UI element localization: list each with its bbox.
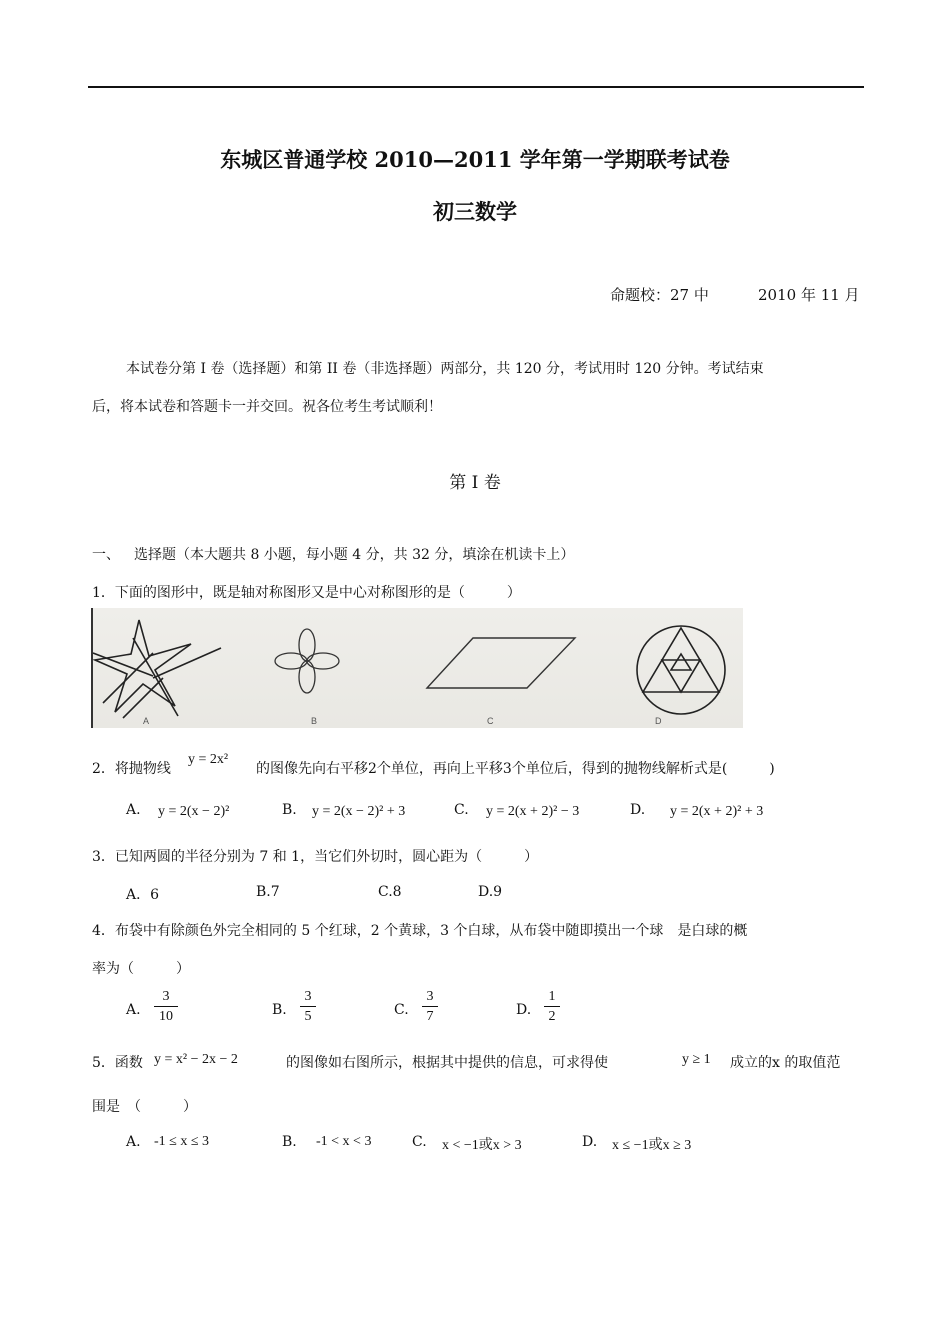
question-3: 3．已知两圆的半径分别为 7 和 1，当它们外切时，圆心距为（ ）: [92, 849, 539, 865]
question-2-prefix: 2．将抛物线: [92, 761, 171, 777]
q2-option-d-value: y = 2(x + 2)² + 3: [670, 804, 764, 819]
q4-option-a-numerator: 3: [154, 988, 178, 1007]
intro-line-1: 本试卷分第 I 卷（选择题）和第 II 卷（非选择题）两部分，共 120 分，考试用时 120 分钟。考试结束: [126, 361, 764, 377]
intro-line-2: 后，将本试卷和答题卡一并交回。祝各位考生考试顺利！: [92, 399, 442, 415]
header-rule: [88, 86, 864, 88]
q4-option-d-numerator: 1: [544, 988, 560, 1007]
section-title: 选择题（本大题共 8 小题，每小题 4 分，共 32 分，填涂在机读卡上）: [134, 547, 575, 563]
q2-option-d-label: D.: [630, 802, 646, 818]
q2-option-c-value: y = 2(x + 2)² − 3: [486, 804, 580, 819]
q4-option-c-label: C.: [394, 1002, 409, 1018]
question-1: 1．下面的图形中，既是轴对称图形又是中心对称图形的是（ ）: [92, 585, 521, 601]
q2-option-a-label: A.: [126, 802, 141, 818]
question-5-line-2: 围是 （ ）: [92, 1099, 197, 1115]
question-5-formula: y = x² − 2x − 2: [154, 1052, 238, 1067]
q5-option-a-value: -1 ≤ x ≤ 3: [154, 1134, 210, 1149]
q4-option-a-denominator: 10: [159, 1009, 173, 1024]
question-5-prefix: 5．函数: [92, 1055, 143, 1071]
exam-date: 2010 年 11 月: [758, 286, 860, 304]
q4-option-c-denominator: 7: [426, 1009, 434, 1024]
question-2-formula: y = 2x²: [188, 752, 229, 767]
q4-option-b-numerator: 3: [300, 988, 316, 1007]
q4-option-d-label: D.: [516, 1002, 532, 1018]
q5-option-b-label: B.: [282, 1134, 297, 1150]
q5-option-c-label: C.: [412, 1134, 427, 1150]
q4-option-b-label: B.: [272, 1002, 287, 1018]
figure-label-d: D: [655, 716, 662, 726]
q4-option-a-label: A.: [126, 1002, 141, 1018]
question-4-line-2: 率为（ ）: [92, 961, 190, 977]
question-5-suffix: 成立的x 的取值范: [730, 1055, 841, 1071]
school-label: 命题校：27 中: [610, 286, 709, 304]
figure-c-parallelogram: [427, 638, 575, 688]
q3-option-d: D.9: [478, 884, 503, 900]
figure-label-a: A: [143, 716, 150, 726]
q5-option-b-value: -1 < x < 3: [316, 1134, 372, 1149]
q2-option-c-label: C.: [454, 802, 469, 818]
q3-option-c: C.8: [378, 884, 402, 900]
q3-option-b: B.7: [256, 884, 280, 900]
q2-option-b-label: B.: [282, 802, 297, 818]
question-5-middle: 的图像如右图所示，根据其中提供的信息，可求得使: [286, 1055, 608, 1071]
figure-b-flower: [275, 629, 339, 693]
question-5-condition: y ≥ 1: [682, 1052, 711, 1067]
question-4-line-1: 4．布袋中有除颜色外完全相同的 5 个红球，2 个黄球，3 个白球，从布袋中随即摸出一个球 是白球的概: [92, 923, 748, 939]
section-number: 一、: [92, 547, 120, 563]
q4-option-a-fraction: [154, 988, 178, 1027]
part-heading: 第 I 卷: [449, 473, 501, 493]
q4-option-c-numerator: 3: [422, 988, 438, 1007]
figure-label-b: B: [311, 716, 318, 726]
q4-option-b-denominator: 5: [304, 1009, 312, 1024]
q2-option-b-value: y = 2(x − 2)² + 3: [312, 804, 406, 819]
figure-a-star: [93, 620, 221, 718]
question-2-suffix: 的图像先向右平移2个单位，再向上平移3个单位后，得到的抛物线解析式是( ): [256, 761, 775, 777]
figure-d-circle-triangle: [637, 626, 725, 714]
exam-subtitle: 初三数学: [433, 199, 517, 224]
q5-option-c-value: x < −1或x > 3: [442, 1138, 522, 1153]
q5-option-a-label: A.: [126, 1134, 141, 1150]
question-1-figure: [91, 608, 743, 728]
q4-option-c-fraction: [422, 988, 438, 1027]
q5-option-d-value: x ≤ −1或x ≥ 3: [612, 1138, 692, 1153]
q4-option-b-fraction: [300, 988, 316, 1027]
q4-option-d-fraction: [544, 988, 560, 1027]
exam-title: 东城区普通学校 2010—2011 学年第一学期联考试卷: [220, 147, 730, 172]
q4-option-d-denominator: 2: [548, 1009, 556, 1024]
figure-label-c: C: [487, 716, 494, 726]
q5-option-d-label: D.: [582, 1134, 598, 1150]
symmetry-figures: [93, 608, 743, 728]
q3-option-a: A．6: [126, 887, 160, 903]
q2-option-a-value: y = 2(x − 2)²: [158, 804, 230, 819]
